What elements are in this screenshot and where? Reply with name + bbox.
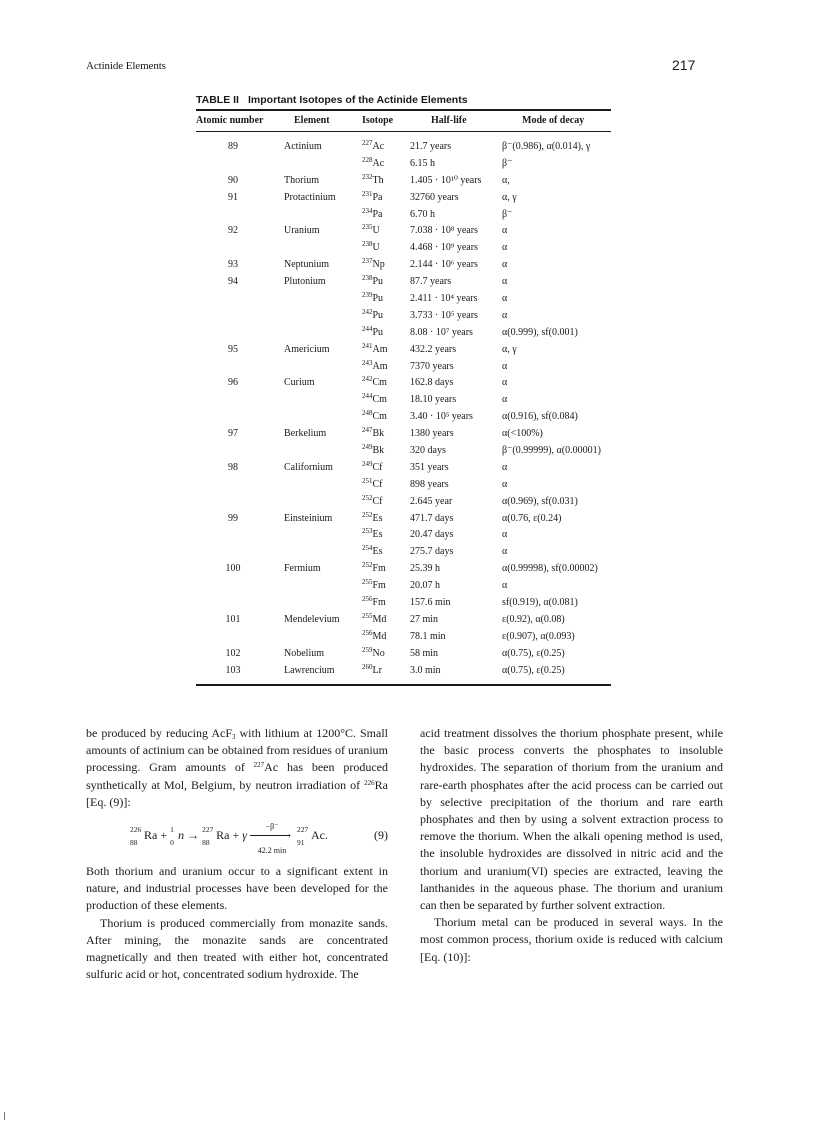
table-row (196, 342, 611, 359)
page-number: 217 (672, 57, 696, 73)
cell-atomic-number: 91 (228, 191, 238, 203)
cell-atomic-number: 95 (228, 343, 238, 355)
cell-half-life: 8.08 · 10⁷ years (410, 326, 473, 338)
cell-half-life: 2.411 · 10⁴ years (410, 293, 478, 305)
cell-isotope: $^{253}$Es (362, 527, 383, 541)
table-row (196, 139, 611, 156)
cell-element: Lawrencium (284, 664, 335, 676)
cell-half-life: 471.7 days (410, 512, 454, 524)
cell-half-life: 58 min (410, 647, 439, 659)
header-atomic-number: Atomic number (196, 115, 264, 126)
table-row (196, 443, 611, 460)
cell-isotope: $^{252}$Es (362, 510, 383, 524)
table-header-rule (196, 131, 611, 132)
cell-half-life: 320 days (410, 445, 446, 457)
nuclide-ra226: 226 88 Ra (130, 825, 158, 848)
left-paragraph-3: Thorium is produced commercially from monazite sands. After mining, the monazite sands are concentrated magnetically and then treated with either hot, concentrated sulfuric acid or hot, concentrated sodium hydroxide. The (86, 915, 388, 982)
table-row (196, 460, 611, 477)
cell-half-life: 18.10 years (410, 394, 457, 406)
cell-atomic-number: 90 (228, 174, 238, 186)
cell-isotope: $^{227}$Ac (362, 139, 385, 152)
cell-mode-of-decay: α (502, 360, 508, 372)
cell-half-life: 20.07 h (410, 580, 440, 592)
cell-half-life: 6.70 h (410, 208, 435, 220)
cell-isotope: $^{242}$Cm (362, 375, 387, 389)
cell-half-life: 3.733 · 10⁵ years (410, 309, 478, 321)
cell-isotope: $^{254}$Es (362, 544, 383, 558)
table-row (196, 477, 611, 494)
table-row (196, 494, 611, 511)
cell-mode-of-decay: α(<100%) (502, 428, 543, 440)
cell-mode-of-decay: α (502, 377, 508, 389)
cell-atomic-number: 97 (228, 428, 238, 440)
cell-half-life: 3.40 · 10⁵ years (410, 411, 473, 423)
table-body (196, 139, 611, 680)
cell-isotope: $^{235}$U (362, 223, 380, 237)
cell-mode-of-decay: α(0.999), sf(0.001) (502, 326, 578, 338)
left-column (86, 725, 388, 983)
table-row (196, 359, 611, 376)
cell-half-life: 25.39 h (410, 563, 440, 575)
cell-half-life: 20.47 days (410, 529, 454, 541)
cell-isotope: $^{251}$Cf (362, 476, 383, 490)
cell-isotope: $^{232}$Th (362, 172, 384, 186)
cell-isotope: $^{249}$Cf (362, 459, 383, 473)
table-row (196, 308, 611, 325)
table-row (196, 375, 611, 392)
cell-mode-of-decay: α, (502, 174, 510, 186)
cell-isotope: $^{249}$Bk (362, 443, 385, 457)
cell-atomic-number: 100 (225, 563, 241, 575)
cell-isotope: $^{255}$Fm (362, 578, 386, 592)
table-row (196, 511, 611, 528)
decay-arrow: −β⁻ › 42.2 min (250, 830, 294, 842)
table-header (196, 115, 611, 129)
cell-mode-of-decay: α (502, 242, 508, 254)
table-title: Important Isotopes of the Actinide Elements (247, 94, 468, 106)
table-row (196, 223, 611, 240)
cell-mode-of-decay: α, γ (502, 343, 517, 355)
cell-isotope: $^{259}$No (362, 645, 385, 659)
cell-half-life: 3.0 min (410, 664, 441, 676)
cell-atomic-number: 99 (228, 512, 238, 524)
cell-mode-of-decay: α, γ (502, 191, 517, 203)
cell-isotope: $^{241}$Am (362, 341, 388, 355)
table-row (196, 409, 611, 426)
cell-half-life: 157.6 min (410, 597, 451, 609)
table-row (196, 257, 611, 274)
cell-mode-of-decay: ε(0.907), α(0.093) (502, 630, 575, 642)
table-row (196, 426, 611, 443)
cell-element: Uranium (284, 225, 320, 237)
cell-element: Actinium (284, 141, 322, 152)
cell-half-life: 78.1 min (410, 630, 446, 642)
table-row (196, 561, 611, 578)
cell-mode-of-decay: α (502, 394, 508, 406)
cell-isotope: $^{244}$Cm (362, 392, 387, 406)
table-row (196, 527, 611, 544)
header-half-life: Half-life (431, 115, 467, 126)
cell-half-life: 7370 years (410, 360, 454, 372)
cell-mode-of-decay: α (502, 529, 508, 541)
cell-half-life: 2.144 · 10⁶ years (410, 259, 478, 271)
cell-half-life: 27 min (410, 613, 439, 625)
cell-element: Plutonium (284, 276, 326, 288)
cell-element: Californium (284, 461, 333, 473)
cell-half-life: 32760 years (410, 191, 459, 203)
table-label: TABLE II (196, 94, 239, 106)
cell-half-life: 275.7 days (410, 546, 454, 558)
header-mode-of-decay: Mode of decay (522, 115, 585, 126)
cell-mode-of-decay: α (502, 546, 508, 558)
table-row (196, 173, 611, 190)
cell-half-life: 7.038 · 10⁸ years (410, 225, 478, 237)
table-top-rule (196, 109, 611, 111)
table-row (196, 291, 611, 308)
table-bottom-rule (196, 684, 611, 686)
right-paragraph-2: Thorium metal can be produced in several ways. In the most common process, thorium oxide is reduced with calcium [Eq. (10)]: (420, 915, 723, 964)
cell-atomic-number: 93 (228, 259, 238, 271)
cell-half-life: 21.7 years (410, 141, 452, 152)
cell-isotope: $^{247}$Bk (362, 426, 385, 440)
table-row (196, 612, 611, 629)
cell-mode-of-decay: α (502, 259, 508, 271)
left-paragraph-2: Both thorium and uranium occur to a significant extent in nature, and industrial processes have been developed for the production of these elements. (86, 864, 388, 913)
header-element: Element (294, 115, 330, 126)
table-row (196, 207, 611, 224)
cell-isotope: $^{234}$Pa (362, 206, 383, 220)
cell-half-life: 1.405 · 10¹⁰ years (410, 174, 482, 186)
cell-element: Americium (284, 343, 330, 355)
table-row (196, 544, 611, 561)
cell-mode-of-decay: β⁻ (502, 208, 513, 220)
cell-mode-of-decay: β⁻(0.986), α(0.014), γ (502, 141, 591, 152)
nuclide-neutron: 1 0 n (170, 825, 185, 848)
cell-mode-of-decay: α(0.75), ε(0.25) (502, 647, 565, 659)
cell-mode-of-decay: ε(0.92), α(0.08) (502, 613, 565, 625)
table-caption (196, 94, 468, 106)
cell-element: Mendelevium (284, 613, 340, 625)
table-row (196, 274, 611, 291)
cell-element: Berkelium (284, 428, 327, 440)
table-row (196, 578, 611, 595)
cell-isotope: $^{242}$Pu (362, 307, 384, 321)
cell-atomic-number: 101 (225, 613, 241, 625)
right-paragraph-1: acid treatment dissolves the thorium phosphate present, while the basic process converts the phosphates to insoluble hydroxides. The separation of thorium from the uranium and rare-earth phosphates after the acid process can be carried out by selective precipitation of the thorium and rare earth phosphates and then by using a solvent extraction process to remove the thorium. When the alkali opening method is used, the insoluble hydroxides are dissolved in nitric acid and the thorium and uranium(VI) species are extracted, leaving the lanthanides in the aqueous phase. The thorium and uranium can then be separated by further solvent extraction. (420, 726, 723, 913)
cell-mode-of-decay: β⁻ (502, 157, 513, 169)
cell-isotope: $^{244}$Pu (362, 324, 384, 338)
cell-mode-of-decay: α(0.75), ε(0.25) (502, 664, 565, 676)
cell-half-life: 6.15 h (410, 157, 435, 169)
cell-mode-of-decay: α (502, 580, 508, 592)
cell-mode-of-decay: α(0.916), sf(0.084) (502, 411, 578, 423)
cell-isotope: $^{228}$Ac (362, 155, 385, 169)
cell-half-life: 351 years (410, 461, 449, 473)
cell-atomic-number: 98 (228, 461, 238, 473)
cell-mode-of-decay: α (502, 478, 508, 490)
cell-isotope: $^{239}$Pu (362, 291, 384, 305)
cell-mode-of-decay: α(0.99998), sf(0.00002) (502, 563, 598, 575)
table-row (196, 190, 611, 207)
header-isotope: Isotope (362, 115, 394, 126)
table-row (196, 156, 611, 173)
cell-isotope: $^{255}$Md (362, 611, 387, 625)
equation-label: (9) (374, 828, 388, 843)
right-column (420, 725, 723, 966)
cell-half-life: 432.2 years (410, 343, 457, 355)
cell-half-life: 2.645 year (410, 495, 453, 507)
cell-isotope: $^{260}$Lr (362, 662, 382, 676)
cell-mode-of-decay: α(0.969), sf(0.031) (502, 495, 578, 507)
cell-element: Curium (284, 377, 315, 389)
cell-element: Einsteinium (284, 512, 333, 524)
cell-mode-of-decay: α(0.76, ε(0.24) (502, 512, 562, 524)
cell-mode-of-decay: α (502, 225, 508, 237)
table-row (196, 629, 611, 646)
cell-isotope: $^{256}$Md (362, 628, 387, 642)
cell-element: Neptunium (284, 259, 329, 271)
cell-isotope: $^{238}$U (362, 240, 380, 254)
left-paragraph-1: be produced by reducing AcF$_3$ with lithium at 1200°C. Small amounts of actinium can be obtained from residues of uranium processing. Gram amounts of $^{227}$Ac has been produced synthetically at Mol, Belgium, by neutron irradiation of $^{226}$Ra [Eq. (9)]: (86, 726, 389, 809)
cell-element: Nobelium (284, 647, 324, 659)
cell-half-life: 1380 years (410, 428, 454, 440)
cell-mode-of-decay: α (502, 293, 508, 305)
cell-isotope: $^{248}$Cm (362, 409, 387, 423)
cell-half-life: 162.8 days (410, 377, 454, 389)
table-row (196, 392, 611, 409)
cell-half-life: 898 years (410, 478, 449, 490)
cell-mode-of-decay: sf(0.919), α(0.081) (502, 597, 578, 609)
table-row (196, 325, 611, 342)
nuclide-ac227: 227 91 Ac. (296, 825, 328, 848)
cell-isotope: $^{252}$Cf (362, 493, 383, 507)
table-row (196, 240, 611, 257)
cell-isotope: $^{231}$Pa (362, 189, 383, 203)
table-row (196, 663, 611, 680)
cell-atomic-number: 94 (228, 276, 238, 288)
cell-atomic-number: 103 (225, 664, 241, 676)
cell-atomic-number: 89 (228, 141, 238, 152)
cell-element: Protactinium (284, 191, 336, 203)
cell-element: Thorium (284, 174, 319, 186)
cell-atomic-number: 102 (225, 647, 241, 659)
cell-mode-of-decay: β⁻(0.99999), α(0.00001) (502, 445, 601, 457)
cell-atomic-number: 92 (228, 225, 238, 237)
cell-mode-of-decay: α (502, 309, 508, 321)
equation-9: 226 88 Ra + 1 0 n → 227 88 Ra + γ −β⁻ › 42.2 min 227 91 Ac. (9) (130, 822, 388, 856)
table-row (196, 595, 611, 612)
cell-element: Fermium (284, 563, 321, 575)
table-row (196, 646, 611, 663)
cell-half-life: 87.7 years (410, 276, 452, 288)
cell-half-life: 4.468 · 10⁹ years (410, 242, 478, 254)
cell-isotope: $^{252}$Fm (362, 561, 386, 575)
cell-isotope: $^{237}$Np (362, 257, 385, 271)
cell-mode-of-decay: α (502, 276, 508, 288)
cell-isotope: $^{243}$Am (362, 358, 388, 372)
nuclide-ra227: 227 88 Ra (202, 825, 230, 848)
cell-isotope: $^{256}$Fm (362, 595, 386, 609)
cell-mode-of-decay: α (502, 461, 508, 473)
running-head: Actinide Elements (86, 60, 166, 72)
cell-isotope: $^{238}$Pu (362, 274, 384, 288)
cell-atomic-number: 96 (228, 377, 238, 389)
crop-mark (4, 1112, 5, 1120)
